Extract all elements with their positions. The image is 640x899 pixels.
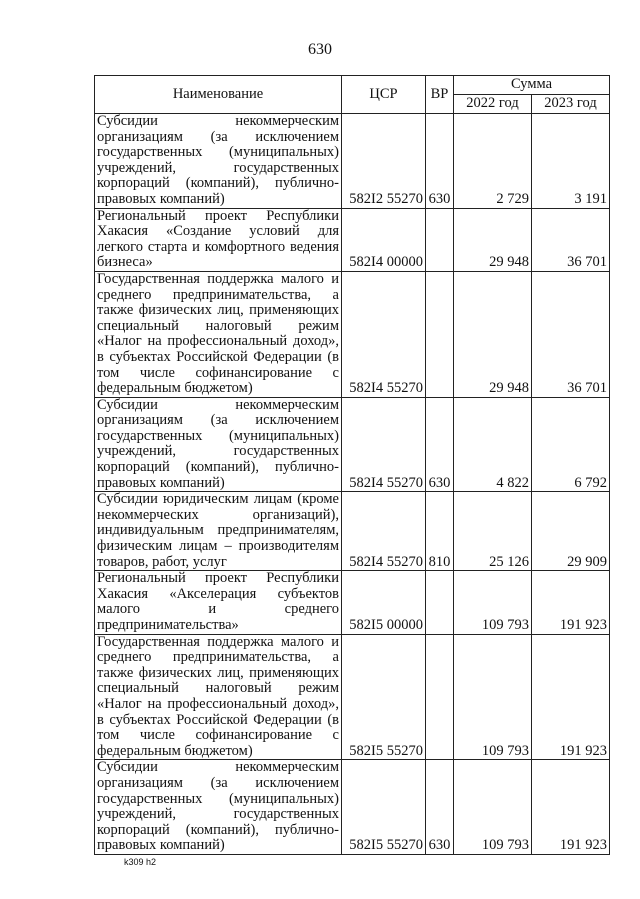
- table-row: [95, 760, 610, 855]
- row-sum-2023: 191 923: [532, 760, 610, 855]
- header-year-2023: 2023 год: [532, 95, 610, 114]
- row-vr: [426, 208, 454, 271]
- row-csr: 582I4 55270: [342, 271, 426, 397]
- row-sum-2022: 25 126: [454, 492, 532, 571]
- row-csr: 582I2 55270: [342, 114, 426, 209]
- table-row: [95, 208, 610, 271]
- table-row: [95, 571, 610, 634]
- row-csr: 582I5 00000: [342, 571, 426, 634]
- row-name: Государственная поддержка малого и среднего предпринимательства, а также физических лиц, применяющих специальный налоговый режим «Налог на профессиональный доход», в субъектах Российской Федерации (в том числе софинансирование с федеральным бюджетом): [95, 634, 342, 760]
- row-name: Субсидии некоммерческим организациям (за исключением государственных (муниципальных) учреждений, государственных корпораций (компаний), публично-правовых компаний): [95, 114, 342, 209]
- header-vr: ВР: [426, 76, 454, 114]
- row-csr: 582I5 55270: [342, 760, 426, 855]
- row-name: Субсидии юридическим лицам (кроме некоммерческих организаций), индивидуальным предпринимателям, физическим лицам – производителям товаров, работ, услуг: [95, 492, 342, 571]
- row-csr: 582I4 55270: [342, 397, 426, 492]
- row-name: Региональный проект Республики Хакасия «Акселерация субъектов малого и среднего предпринимательства»: [95, 571, 342, 634]
- row-csr: 582I4 55270: [342, 492, 426, 571]
- row-sum-2022: 4 822: [454, 397, 532, 492]
- row-sum-2023: 29 909: [532, 492, 610, 571]
- budget-table: [94, 75, 610, 855]
- table-body: [95, 114, 610, 855]
- row-vr: 810: [426, 492, 454, 571]
- row-sum-2022: 2 729: [454, 114, 532, 209]
- row-vr: 630: [426, 114, 454, 209]
- table-row: [95, 397, 610, 492]
- row-csr: 582I4 00000: [342, 208, 426, 271]
- table-row: [95, 271, 610, 397]
- row-vr: 630: [426, 760, 454, 855]
- header-year-2022: 2022 год: [454, 95, 532, 114]
- row-sum-2022: 29 948: [454, 208, 532, 271]
- row-vr: [426, 271, 454, 397]
- row-vr: [426, 571, 454, 634]
- row-sum-2022: 29 948: [454, 271, 532, 397]
- row-sum-2023: 36 701: [532, 208, 610, 271]
- table-row: [95, 492, 610, 571]
- header-csr: ЦСР: [342, 76, 426, 114]
- footer-code: k309 h2: [124, 857, 157, 867]
- row-sum-2022: 109 793: [454, 571, 532, 634]
- row-sum-2023: 6 792: [532, 397, 610, 492]
- row-sum-2023: 36 701: [532, 271, 610, 397]
- row-name: Субсидии некоммерческим организациям (за исключением государственных (муниципальных) учреждений, государственных корпораций (компаний), публично-правовых компаний): [95, 397, 342, 492]
- row-csr: 582I5 55270: [342, 634, 426, 760]
- page-number: 630: [308, 41, 332, 58]
- row-sum-2023: 191 923: [532, 571, 610, 634]
- row-sum-2023: 191 923: [532, 634, 610, 760]
- row-vr: 630: [426, 397, 454, 492]
- row-sum-2022: 109 793: [454, 634, 532, 760]
- table-row: [95, 114, 610, 209]
- table-row: [95, 634, 610, 760]
- table-header: [95, 76, 610, 114]
- row-name: Субсидии некоммерческим организациям (за исключением государственных (муниципальных) учреждений, государственных корпораций (компаний), публично-правовых компаний): [95, 760, 342, 855]
- header-name: Наименование: [95, 76, 342, 114]
- row-sum-2023: 3 191: [532, 114, 610, 209]
- header-sum: Сумма: [454, 76, 610, 95]
- row-vr: [426, 634, 454, 760]
- row-name: Государственная поддержка малого и среднего предпринимательства, а также физических лиц, применяющих специальный налоговый режим «Налог на профессиональный доход», в субъектах Российской Федерации (в том числе софинансирование с федеральным бюджетом): [95, 271, 342, 397]
- row-sum-2022: 109 793: [454, 760, 532, 855]
- row-name: Региональный проект Республики Хакасия «Создание условий для легкого старта и комфортного ведения бизнеса»: [95, 208, 342, 271]
